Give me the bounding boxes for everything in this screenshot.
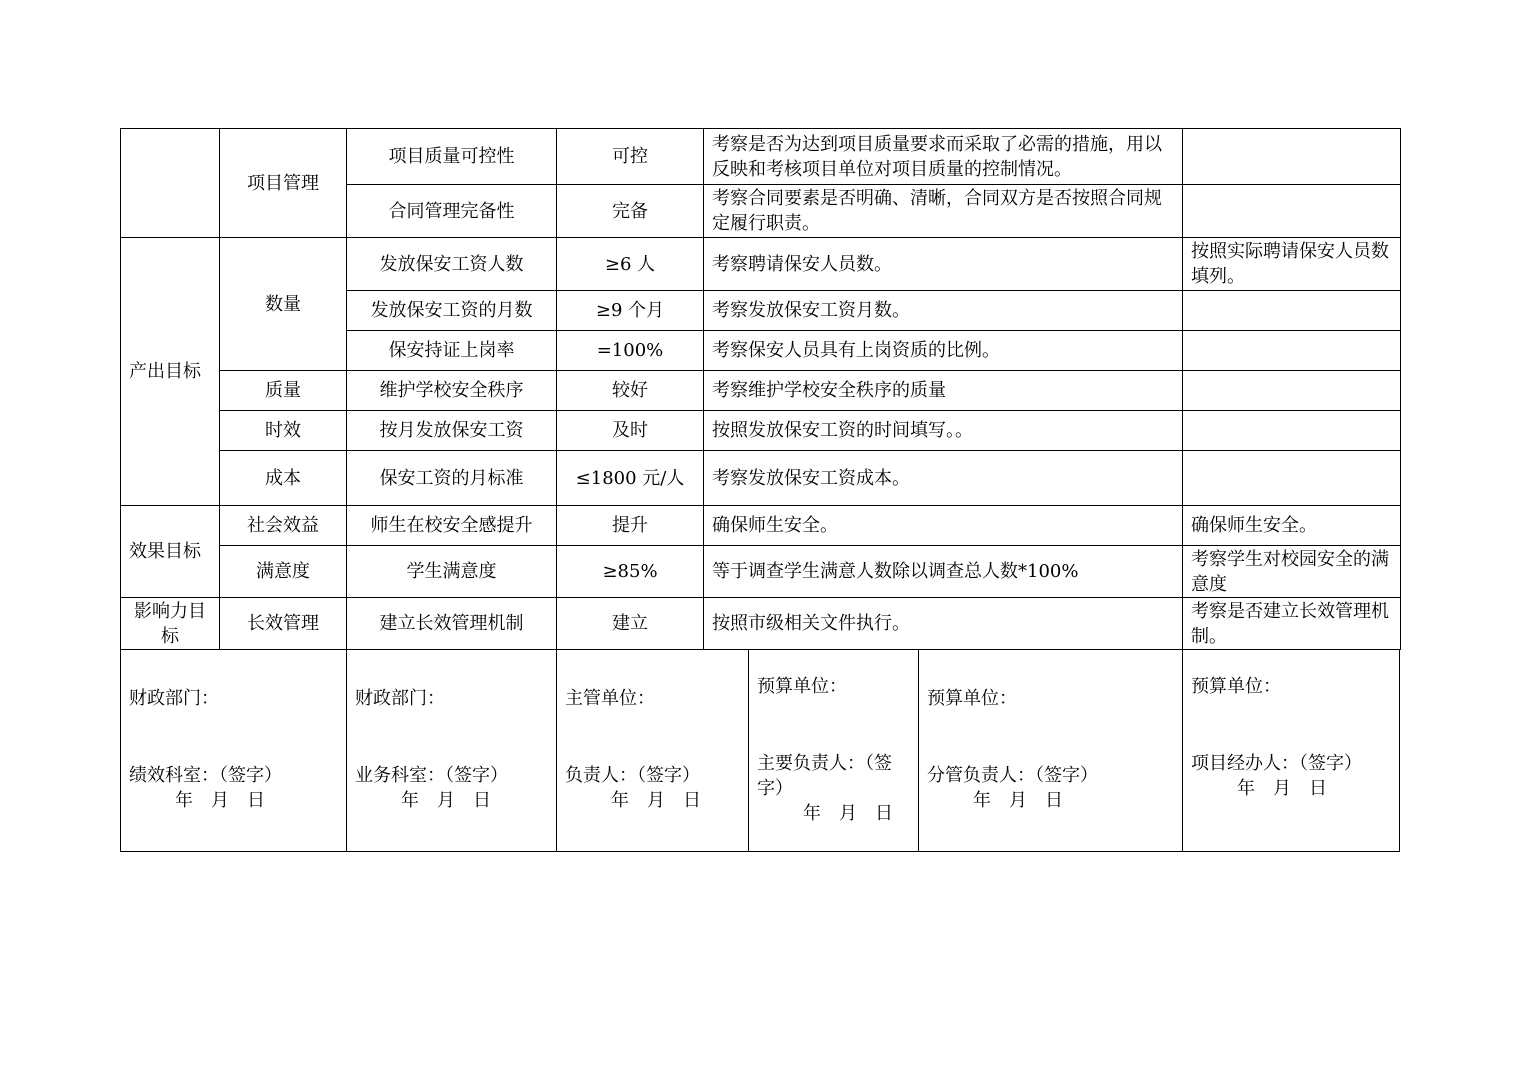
description-cell: 按照市级相关文件执行。 [704, 598, 1183, 650]
description-cell: 考察维护学校安全秩序的质量 [704, 371, 1183, 411]
note-cell [1183, 129, 1401, 185]
signature-unit-label: 财政部门： [355, 688, 445, 709]
target-value-cell: ≥9 个月 [557, 291, 704, 331]
subcategory-cell: 数量 [220, 238, 347, 371]
subcategory-cell: 项目管理 [220, 129, 347, 238]
signature-date: 年 月 日 [803, 803, 893, 824]
description-cell: 考察发放保安工资成本。 [704, 451, 1183, 506]
table-row [121, 411, 1401, 451]
description-cell: 考察聘请保安人员数。 [704, 238, 1183, 291]
signature-block-finance-business [346, 649, 557, 852]
note-cell: 确保师生安全。 [1183, 506, 1401, 546]
subcategory-cell: 长效管理 [220, 598, 347, 650]
signature-date: 年 月 日 [611, 790, 701, 811]
target-value-cell: 完备 [557, 185, 704, 238]
indicator-cell: 发放保安工资的月数 [347, 291, 557, 331]
note-cell [1183, 451, 1401, 506]
description-cell: 考察是否为达到项目质量要求而采取了必需的措施，用以反映和考核项目单位对项目质量的控制情况。 [704, 129, 1183, 185]
note-cell [1183, 291, 1401, 331]
signature-block-finance-performance [120, 649, 347, 852]
category-cell: 效果目标 [121, 506, 220, 598]
subcategory-cell: 时效 [220, 411, 347, 451]
signature-role-label: 主要负责人：（签字） [757, 753, 892, 799]
table-row [121, 451, 1401, 506]
target-value-cell: 建立 [557, 598, 704, 650]
table-row [121, 506, 1401, 546]
target-value-cell: 较好 [557, 371, 704, 411]
note-cell [1183, 411, 1401, 451]
target-value-cell: ≥85% [557, 546, 704, 598]
table-row [121, 598, 1401, 650]
indicator-cell: 保安持证上岗率 [347, 331, 557, 371]
target-value-cell: 提升 [557, 506, 704, 546]
signature-block-supervising-unit [556, 649, 749, 852]
signature-block-budget-handler [1182, 649, 1400, 852]
indicator-cell: 合同管理完备性 [347, 185, 557, 238]
signature-unit-label: 主管单位： [565, 688, 655, 709]
signature-unit-label: 财政部门： [129, 688, 219, 709]
signature-role-label: 业务科室：（签字） [355, 765, 508, 786]
note-cell [1183, 185, 1401, 238]
target-value-cell: 可控 [557, 129, 704, 185]
note-cell [1183, 331, 1401, 371]
subcategory-cell: 质量 [220, 371, 347, 411]
table-row [121, 238, 1401, 291]
signature-unit-label: 预算单位： [927, 688, 1017, 709]
note-cell: 考察是否建立长效管理机制。 [1183, 598, 1401, 650]
indicator-cell: 发放保安工资人数 [347, 238, 557, 291]
signature-date: 年 月 日 [175, 790, 265, 811]
indicator-cell: 保安工资的月标准 [347, 451, 557, 506]
signature-unit-label: 预算单位： [1191, 676, 1281, 697]
indicator-cell: 项目质量可控性 [347, 129, 557, 185]
signature-date: 年 月 日 [401, 790, 491, 811]
category-cell: 产出目标 [121, 238, 220, 506]
note-cell: 考察学生对校园安全的满意度 [1183, 546, 1401, 598]
target-value-cell: ≤1800 元/人 [557, 451, 704, 506]
signature-block-budget-principal [748, 649, 919, 852]
description-cell: 等于调查学生满意人数除以调查总人数*100% [704, 546, 1183, 598]
subcategory-cell: 社会效益 [220, 506, 347, 546]
description-cell: 考察合同要素是否明确、清晰，合同双方是否按照合同规定履行职责。 [704, 185, 1183, 238]
subcategory-cell: 成本 [220, 451, 347, 506]
description-cell: 确保师生安全。 [704, 506, 1183, 546]
signature-date: 年 月 日 [1237, 778, 1327, 799]
signature-role-label: 负责人：（签字） [565, 765, 700, 786]
performance-target-table [120, 128, 1401, 650]
signature-unit-label: 预算单位： [757, 676, 847, 697]
target-value-cell: =100% [557, 331, 704, 371]
indicator-cell: 按月发放保安工资 [347, 411, 557, 451]
target-value-cell: 及时 [557, 411, 704, 451]
table-row [121, 129, 1401, 185]
signature-date: 年 月 日 [973, 790, 1063, 811]
signature-role-label: 项目经办人：（签字） [1191, 753, 1362, 774]
note-cell [1183, 371, 1401, 411]
table-row [121, 546, 1401, 598]
table-row [121, 371, 1401, 411]
target-value-cell: ≥6 人 [557, 238, 704, 291]
indicator-cell: 建立长效管理机制 [347, 598, 557, 650]
category-cell-empty [121, 129, 220, 238]
category-cell: 影响力目标 [121, 598, 220, 650]
description-cell: 按照发放保安工资的时间填写。。 [704, 411, 1183, 451]
signature-block-budget-deputy [918, 649, 1183, 852]
indicator-cell: 学生满意度 [347, 546, 557, 598]
indicator-cell: 维护学校安全秩序 [347, 371, 557, 411]
note-cell: 按照实际聘请保安人员数填列。 [1183, 238, 1401, 291]
description-cell: 考察保安人员具有上岗资质的比例。 [704, 331, 1183, 371]
description-cell: 考察发放保安工资月数。 [704, 291, 1183, 331]
signature-role-label: 分管负责人：（签字） [927, 765, 1098, 786]
signature-role-label: 绩效科室：（签字） [129, 765, 282, 786]
indicator-cell: 师生在校安全感提升 [347, 506, 557, 546]
subcategory-cell: 满意度 [220, 546, 347, 598]
